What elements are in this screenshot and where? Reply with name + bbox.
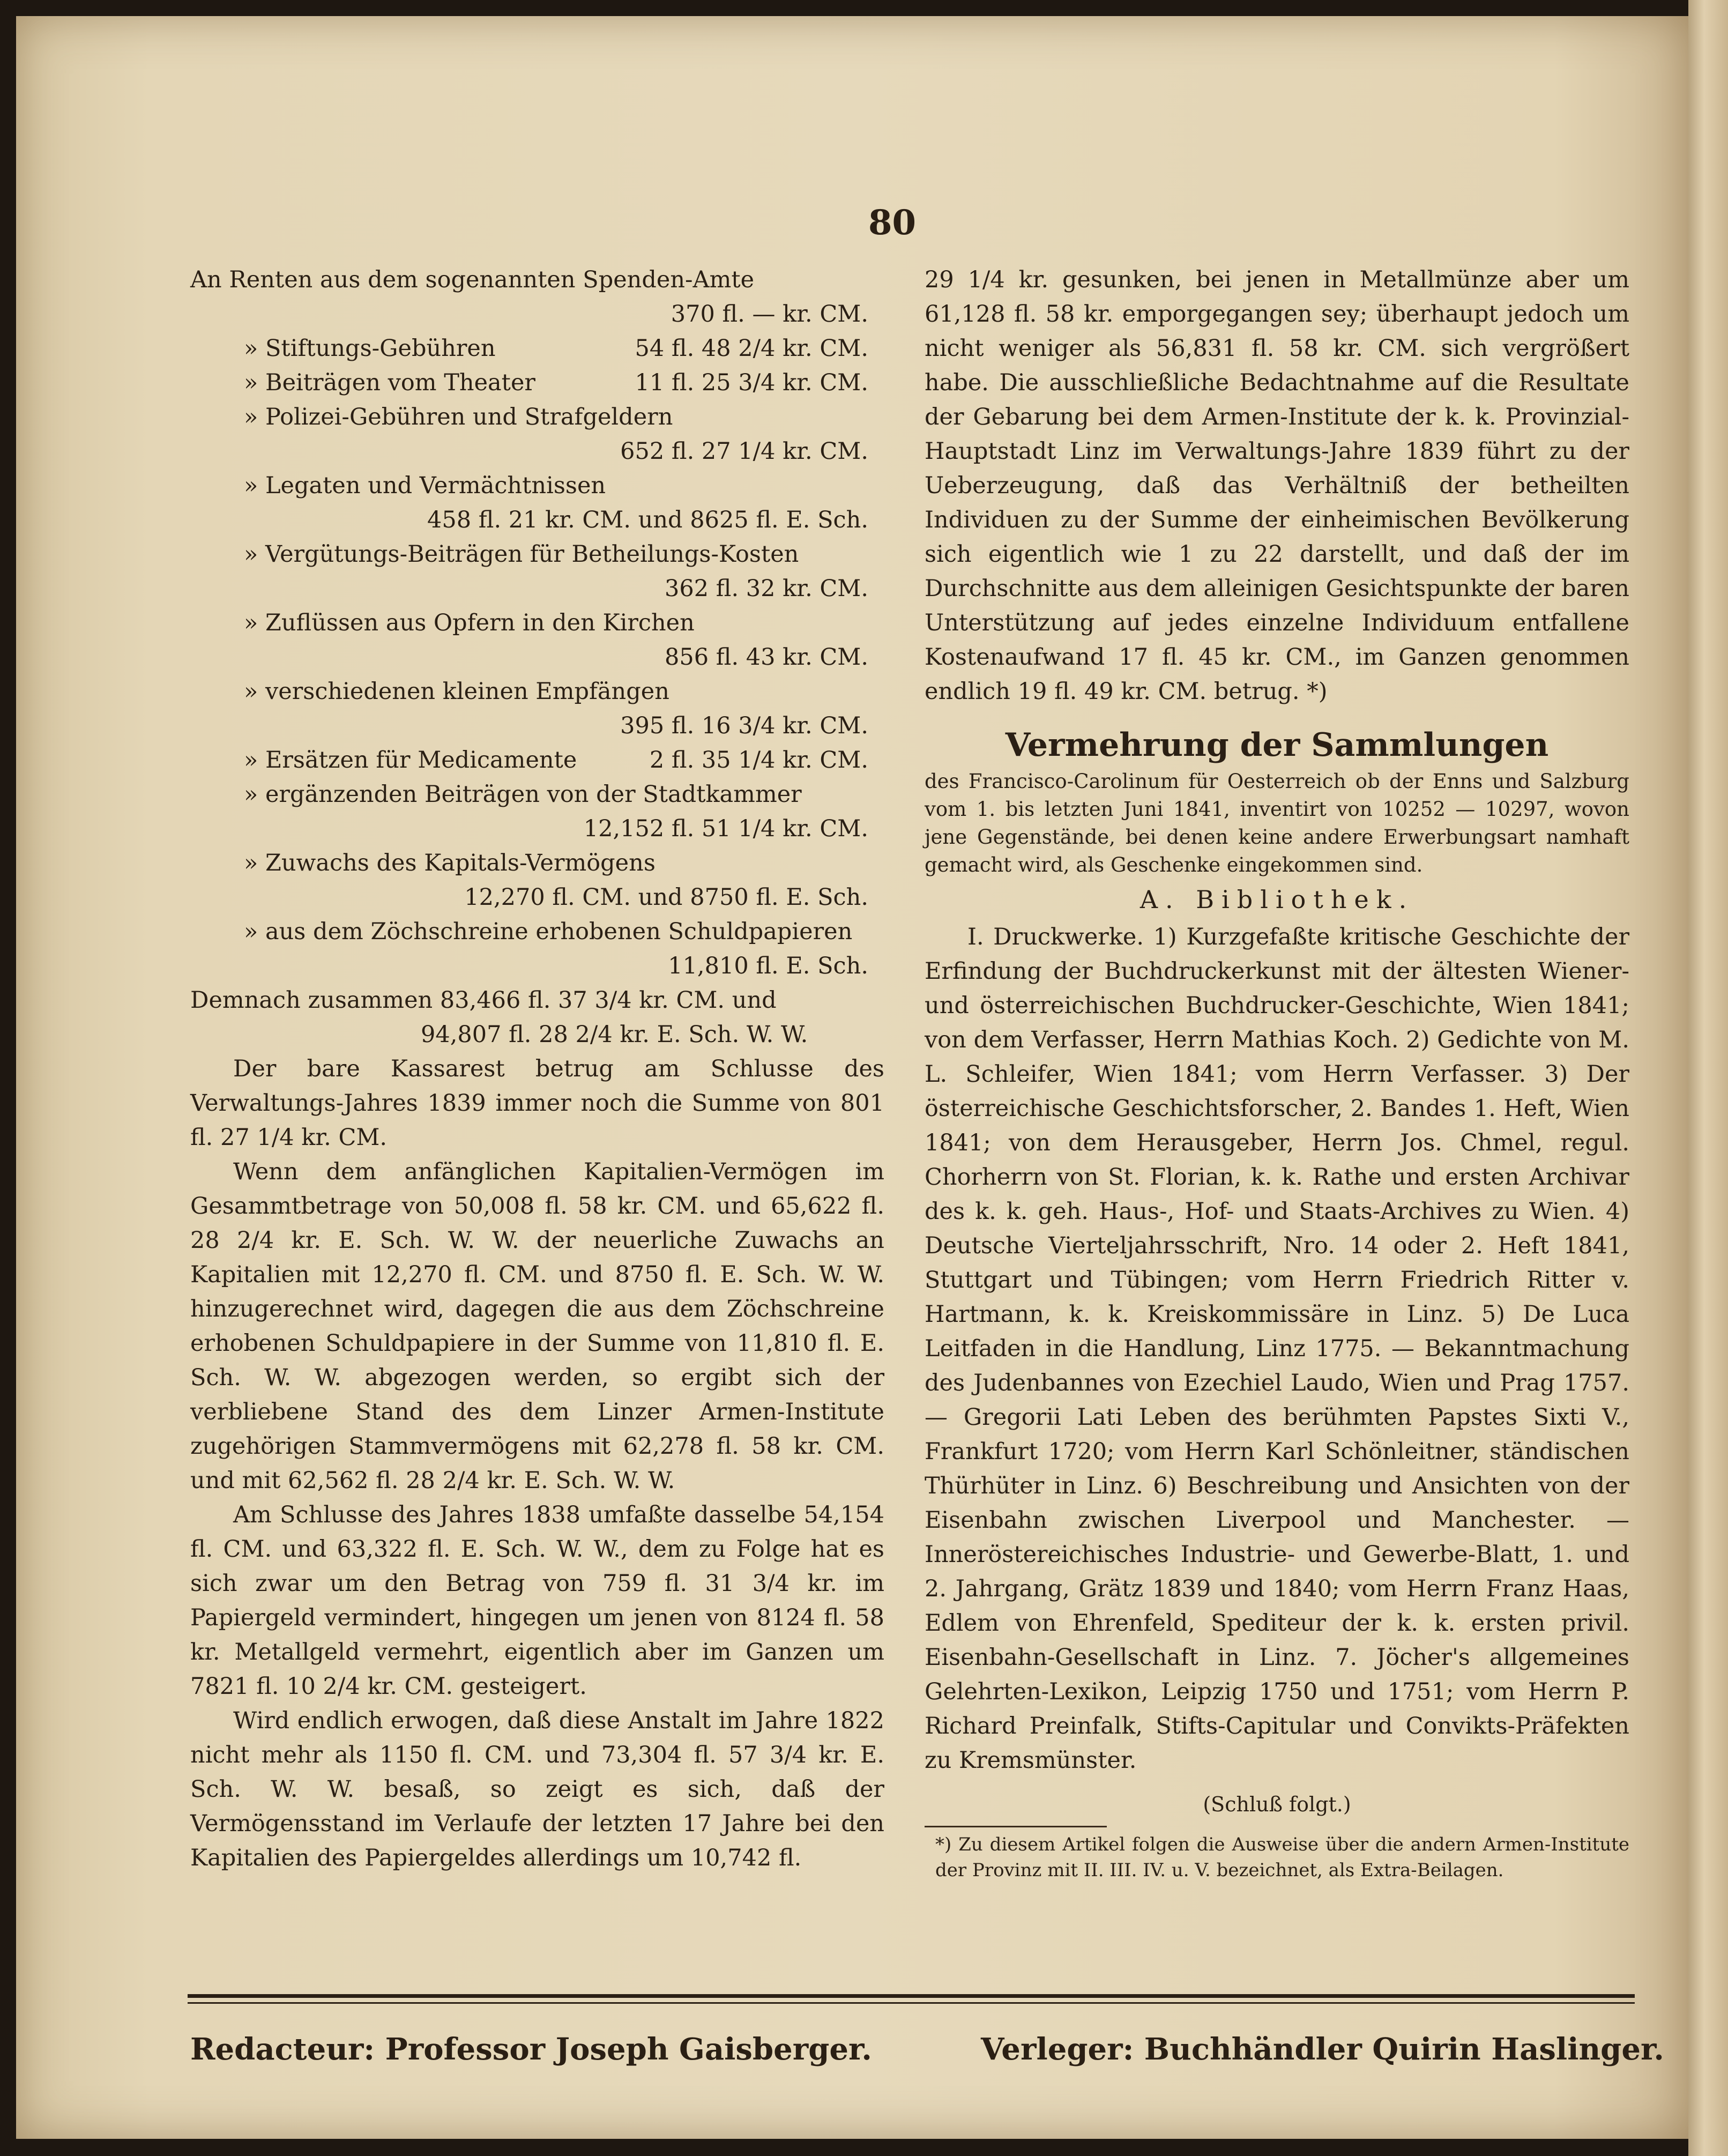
- income-entry: [190, 263, 884, 331]
- income-entry: [190, 674, 884, 743]
- entry-label: » Polizei-Gebühren und Strafgeldern: [244, 404, 673, 430]
- section-heading: Vermehrung der Sammlungen: [1005, 726, 1549, 764]
- entry-label: An Renten aus dem sogenannten Spenden-Amte: [190, 266, 755, 293]
- footnote-rule: [925, 1826, 1107, 1827]
- income-entry: [190, 469, 884, 537]
- entry-label: » aus dem Zöchschreine erhobenen Schuldpapieren: [244, 918, 853, 945]
- entry-label: » Beiträgen vom Theater: [244, 369, 535, 396]
- entry-amount: 12,270 fl. CM. und 8750 fl. E. Sch.: [464, 884, 868, 911]
- income-entry: [190, 400, 884, 469]
- page-edge: [1688, 0, 1728, 2156]
- income-entry: [190, 915, 884, 983]
- publisher-imprint: Verleger: Buchhändler Quirin Haslinger.: [981, 2032, 1664, 2067]
- entry-amount: 458 fl. 21 kr. CM. und 8625 fl. E. Sch.: [427, 507, 868, 533]
- entry-amount: 11 fl. 25 3/4 kr. CM.: [635, 369, 868, 396]
- editor-imprint: Redacteur: Professor Joseph Gaisberger.: [190, 2032, 872, 2067]
- entry-amount: 54 fl. 48 2/4 kr. CM.: [635, 335, 868, 362]
- entry-label: » Vergütungs-Beiträgen für Betheilungs-Kosten: [244, 541, 799, 568]
- paragraph: 29 1/4 kr. gesunken, bei jenen in Metallmünze aber um 61,128 fl. 58 kr. emporgegangen sey; überhaupt jedoch um nicht weniger als 56,831 fl. 58 kr. CM. sich vergrößert habe. Die ausschließliche Bedachtnahme auf die Resultate der Gebarung bei dem Armen-Institute der k. k. Provinzial-Hauptstadt Linz im Verwaltungs-Jahre 1839 führt zu der Ueberzeugung, daß das Verhältniß der betheilten Individuen zu der Summe der einheimischen Bevölkerung sich eigentlich wie 1 zu 22 darstellt, und daß der im Durchschnitte aus dem alleinigen Gesichtspunkte der baren Unterstützung auf jedes einzelne Individuum entfallene Kostenaufwand 17 fl. 45 kr. CM., im Ganzen genommen endlich 19 fl. 49 kr. CM. betrug. *): [925, 266, 1629, 705]
- income-total: [190, 983, 884, 1052]
- income-entry: [190, 606, 884, 674]
- paragraph: Wenn dem anfänglichen Kapitalien-Vermögen im Gesammtbetrage von 50,008 fl. 58 kr. CM. und 65,622 fl. 28 2/4 kr. E. Sch. W. W. der neuerliche Zuwachs an Kapitalien mit 12,270 fl. CM. und 8750 fl. E. Sch. W. W. hinzugerechnet wird, dagegen die aus dem Zöchschreine erhobenen Schuldpapiere in der Summe von 11,810 fl. E. Sch. W. W. abgezogen werden, so ergibt sich der verbliebene Stand des dem Linzer Armen-Institute zugehörigen Stammvermögens mit 62,278 fl. 58 kr. CM. und mit 62,562 fl. 28 2/4 kr. E. Sch. W. W.: [190, 1158, 884, 1494]
- entry-label: » Zuflüssen aus Opfern in den Kirchen: [244, 609, 695, 636]
- right-column: [925, 263, 1629, 1883]
- left-column: [190, 263, 884, 1875]
- entry-amount: 12,152 fl. 51 1/4 kr. CM.: [583, 815, 868, 842]
- income-entry: [190, 537, 884, 606]
- income-entry: [190, 777, 884, 846]
- entry-label: » Stiftungs-Gebühren: [244, 335, 496, 362]
- paragraph: I. Druckwerke. 1) Kurzgefaßte kritische Geschichte der Erfindung der Buchdruckerkunst mit der ältesten Wiener- und österreichischen Buchdrucker-Geschichte, Wien 1841; von dem Verfasser, Herrn Mathias Koch. 2) Gedichte von M. L. Schleifer, Wien 1841; vom Herrn Verfasser. 3) Der österreichische Geschichtsforscher, 2. Bandes 1. Heft, Wien 1841; von dem Herausgeber, Herrn Jos. Chmel, regul. Chorherrn von St. Florian, k. k. Rathe und ersten Archivar des k. k. geh. Haus-, Hof- und Staats-Archives zu Wien. 4) Deutsche Vierteljahrsschrift, Nro. 14 oder 2. Heft 1841, Stuttgart und Tübingen; vom Herrn Friedrich Ritter v. Hartmann, k. k. Kreiskommissäre in Linz. 5) De Luca Leitfaden in die Handlung, Linz 1775. — Bekanntmachung des Judenbannes von Ezechiel Laudo, Wien und Prag 1757. — Gregorii Lati Leben des berühmten Papstes Sixti V., Frankfurt 1720; vom Herrn Karl Schönleitner, ständischen Thürhüter in Linz. 6) Beschreibung und Ansichten von der Eisenbahn zwischen Liverpool und Manchester. — Inneröstereichisches Industrie- und Gewerbe-Blatt, 1. und 2. Jahrgang, Grätz 1839 und 1840; vom Herrn Franz Haas, Edlem von Ehrenfeld, Spediteur der k. k. ersten privil. Eisenbahn-Gesellschaft in Linz. 7. Jöcher's allgemeines Gelehrten-Lexikon, Leipzig 1750 und 1751; vom Herrn P. Richard Preinfalk, Stifts-Capitular und Convikts-Präfekten zu Kremsmünster.: [925, 924, 1629, 1774]
- income-entry: [190, 846, 884, 915]
- section-subheading: des Francisco-Carolinum für Oesterreich ob der Enns und Salzburg vom 1. bis letzten Juni 1841, inventirt von 10252 — 10297, wovon jene Gegenstände, bei denen keine andere Erwerbungsart namhaft gemacht wird, als Geschenke eingekommen sind.: [925, 770, 1629, 876]
- imprint-rule: [188, 2002, 1635, 2004]
- income-entry: [190, 366, 884, 400]
- entry-label: » verschiedenen kleinen Empfängen: [244, 678, 669, 705]
- library-heading: A. Bibliothek.: [1139, 885, 1414, 914]
- entry-amount: 11,810 fl. E. Sch.: [668, 953, 868, 979]
- entry-label: » ergänzenden Beiträgen von der Stadtkammer: [244, 781, 802, 808]
- page-number: 80: [868, 203, 917, 243]
- income-entry: [190, 331, 884, 366]
- paragraph: Am Schlusse des Jahres 1838 umfaßte dasselbe 54,154 fl. CM. und 63,322 fl. E. Sch. W. W., dem zu Folge hat es sich zwar um den Betrag von 759 fl. 31 3/4 kr. im Papiergeld vermindert, hingegen um jenen von 8124 fl. 58 kr. Metallgeld vermehrt, eigentlich aber im Ganzen um 7821 fl. 10 2/4 kr. CM. gesteigert.: [190, 1501, 884, 1700]
- imprint-rule: [188, 1994, 1635, 1998]
- entry-label: » Ersätzen für Medicamente: [244, 747, 577, 774]
- entry-amount: 652 fl. 27 1/4 kr. CM.: [620, 438, 868, 465]
- footnote: *) Zu diesem Artikel folgen die Ausweise über die andern Armen-Institute der Provinz mit II. III. IV. u. V. bezeichnet, als Extra-Beilagen.: [935, 1834, 1629, 1881]
- paragraph: Wird endlich erwogen, daß diese Anstalt im Jahre 1822 nicht mehr als 1150 fl. CM. und 73,304 fl. 57 3/4 kr. E. Sch. W. W. besaß, so zeigt es sich, daß der Vermögensstand im Verlaufe der letzten 17 Jahre bei den Kapitalien des Papiergeldes allerdings um 10,742 fl.: [190, 1707, 884, 1871]
- entry-amount: 370 fl. — kr. CM.: [671, 301, 868, 328]
- entry-amount: 2 fl. 35 1/4 kr. CM.: [649, 747, 868, 774]
- entry-amount: 362 fl. 32 kr. CM.: [665, 575, 868, 602]
- continued-note: (Schluß folgt.): [1203, 1793, 1351, 1816]
- paragraph: Der bare Kassarest betrug am Schlusse des Verwaltungs-Jahres 1839 immer noch die Summe von 801 fl. 27 1/4 kr. CM.: [190, 1055, 884, 1151]
- entry-label: » Zuwachs des Kapitals-Vermögens: [244, 850, 656, 876]
- entry-amount: 395 fl. 16 3/4 kr. CM.: [620, 712, 868, 739]
- income-entry: [190, 743, 884, 777]
- entry-amount: 856 fl. 43 kr. CM.: [665, 644, 868, 671]
- entry-label: » Legaten und Vermächtnissen: [244, 472, 606, 499]
- total-line: 94,807 fl. 28 2/4 kr. E. Sch. W. W.: [421, 1021, 808, 1048]
- total-line: Demnach zusammen 83,466 fl. 37 3/4 kr. CM. und: [190, 987, 777, 1014]
